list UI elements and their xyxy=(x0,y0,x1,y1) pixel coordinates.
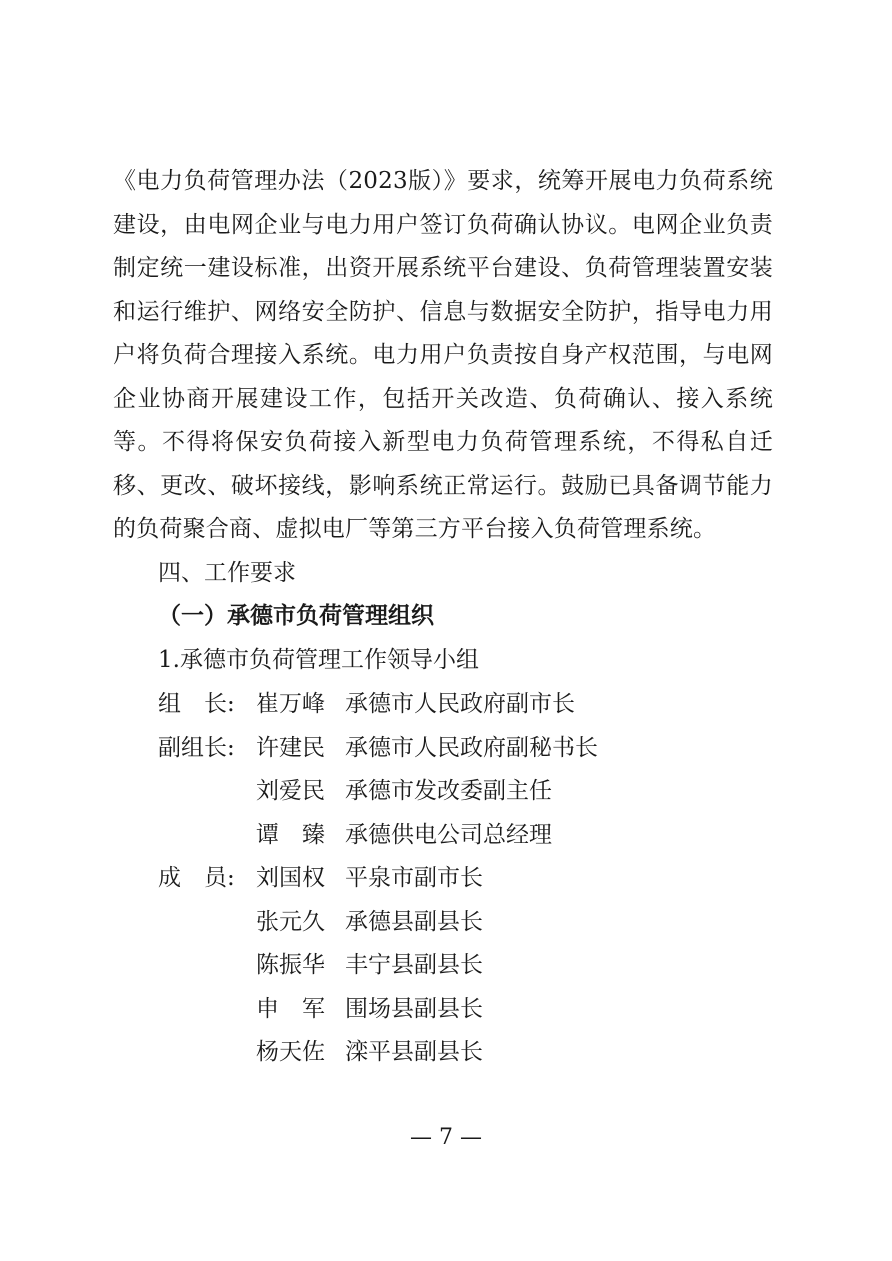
member-title: 承德市发改委副主任 xyxy=(345,778,552,804)
member-name: 申 军 xyxy=(256,996,325,1022)
member-name: 谭 臻 xyxy=(256,822,325,848)
member-title: 承德市人民政府副秘书长 xyxy=(345,735,598,761)
page-number: — 7 — xyxy=(410,1125,482,1150)
member-role: 组 长: xyxy=(158,691,235,717)
member-name: 许建民 xyxy=(256,735,325,761)
member-title: 平泉市副市长 xyxy=(345,865,483,891)
member-row xyxy=(0,950,892,980)
member-title: 承德县副县长 xyxy=(345,909,483,935)
member-name: 张元久 xyxy=(256,909,325,935)
member-row xyxy=(0,1037,892,1067)
subsection-heading: （一）承德市负荷管理组织 xyxy=(158,602,434,629)
member-title: 围场县副县长 xyxy=(345,996,483,1022)
member-row xyxy=(0,733,892,763)
section-heading: 四、工作要求 xyxy=(158,560,296,586)
member-row xyxy=(0,994,892,1024)
member-name: 杨天佐 xyxy=(256,1039,325,1065)
body-text-block xyxy=(113,160,773,552)
item-heading: 1.承德市负荷管理工作领导小组 xyxy=(158,647,479,673)
member-row xyxy=(0,907,892,937)
member-title: 丰宁县副县长 xyxy=(345,952,483,978)
member-role: 副组长: xyxy=(158,735,235,761)
member-row xyxy=(0,820,892,850)
member-title: 承德市人民政府副市长 xyxy=(345,691,575,717)
member-title: 承德供电公司总经理 xyxy=(345,822,552,848)
member-name: 刘国权 xyxy=(256,865,325,891)
member-role: 成 员: xyxy=(158,865,235,891)
member-row xyxy=(0,863,892,893)
paragraph: 《电力负荷管理办法（2023版）》要求，统筹开展电力负荷系统建设，由电网企业与电力用户签订负荷确认协议。电网企业负责制定统一建设标准，出资开展系统平台建设、负荷管理装置安装和运行维护、网络安全防护、信息与数据安全防护，指导电力用户将负荷合理接入系统。电力用户负责按自身产权范围，与电网企业协商开展建设工作，包括开关改造、负荷确认、接入系统等。不得将保安负荷接入新型电力负荷管理系统，不得私自迁移、更改、破坏接线，影响系统正常运行。鼓励已具备调节能力的负荷聚合商、虚拟电厂等第三方平台接入负荷管理系统。 xyxy=(113,168,773,542)
member-row xyxy=(0,776,892,806)
member-name: 刘爱民 xyxy=(256,778,325,804)
member-name: 陈振华 xyxy=(256,952,325,978)
member-title: 滦平县副县长 xyxy=(345,1039,483,1065)
member-row xyxy=(0,689,892,719)
member-name: 崔万峰 xyxy=(256,691,325,717)
